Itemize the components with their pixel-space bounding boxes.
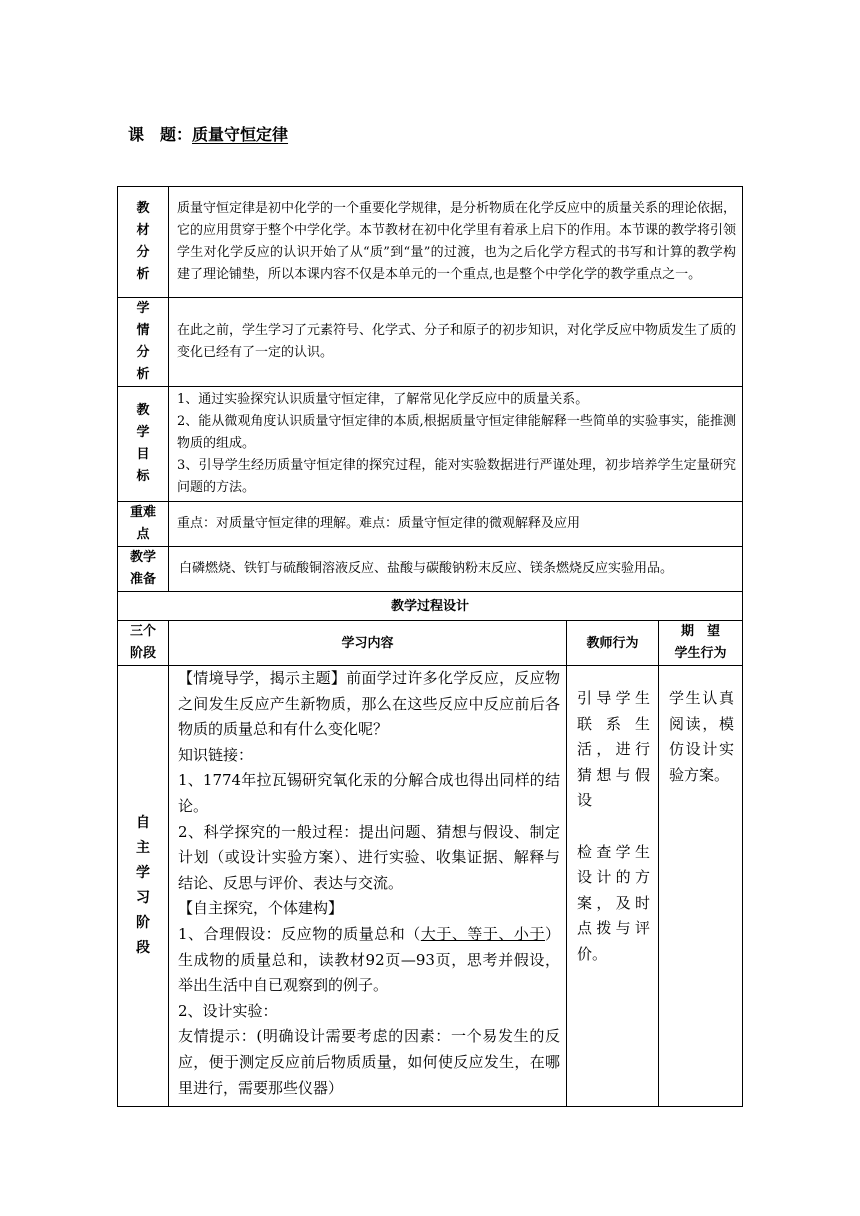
label-stage-self-study: 自 主 学 习 阶 段 [118,666,169,1107]
title-topic: 质量守恒定律 [192,125,289,144]
stage-self-study-teacher [567,666,659,1107]
row-stage-self-study [118,666,743,1107]
teaching-prep-text: 白磷燃烧、铁钉与硫酸铜溶液反应、盐酸与碳酸钠粉末反应、镁条燃烧反应实验用品。 [169,547,743,592]
key-points-text: 重点：对质量守恒定律的理解。难点：质量守恒定律的微观解释及应用 [169,502,743,547]
title-label: 课 题： [128,125,193,144]
row-key-points [118,502,743,547]
row-material-analysis [118,187,743,298]
underlined-options: 大于、等于、小于 [420,924,545,943]
material-analysis-text: 质量守恒定律是初中化学的一个重要化学规律，是分析物质在化学反应中的质量关系的理论依据，它的应用贯穿于整个中学化学。本节教材在初中化学里有着承上启下的作用。本节课的教学将引领学生对化学反应的认识开始了从“质”到“量”的过渡，也为之后化学方程式的书写和计算的教学构建了理论铺垫，所以本课内容不仅是本单元的一个重点,也是整个中学化学的教学重点之一。 [169,187,743,298]
goal-item: 3、引导学生经历质量守恒定律的探究过程，能对实验数据进行严谨处理，初步培养学生定量研究问题的方法。 [177,458,737,495]
student-analysis-text: 在此之前，学生学习了元素符号、化学式、分子和原子的初步知识，对化学反应中物质发生了质的变化已经有了一定的认识。 [169,298,743,387]
goal-item: 1、通过实验探究认识质量守恒定律，了解常见化学反应中的质量关系。 [177,392,589,407]
stage-self-study-content: 【情境导学，揭示主题】前面学过许多化学反应，反应物之间发生反应产生新物质，那么在这些反应中反应前后各物质的质量总和有什么变化呢？ 知识链接： 1、1774年拉瓦锡研究氧化汞的分解合成也得出同样的结论。 2、科学探究的一般过程：提出问题、猜想与假设、制定计划（或设计实验方案）、进行实验、收集证据、解释与结论、反思与评价、表达与交流。 【自主探究，个体建构】 1、合理假设：反应物的质量总和（大于、等于、小于）生成物的质量总和，读教材92页—93页，思考并假设，举出生活中自已观察到的例子。 2、设计实验： 友情提示：(明确设计需要考虑的因素：一个易发生的反应，便于测定反应前后物质质量，如何使反应发生，在哪里进行，需要那些仪器） [169,666,567,1107]
row-student-analysis [118,298,743,387]
teaching-goals-text [169,387,743,502]
label-material-analysis: 教 材 分 析 [118,187,169,298]
teacher-action: 检查学生设计的方案，及时点拨与评价。 [577,842,650,963]
row-teaching-prep [118,547,743,592]
student-action: 学生认真阅读，模仿设计实验方案。 [669,689,735,784]
process-heading: 教学过程设计 [118,592,743,621]
teacher-action: 引导学生联系生活，进行猜想与假设 [577,689,650,810]
header-content: 学习内容 [169,621,567,666]
page-title [128,122,318,145]
header-teacher: 教师行为 [567,621,659,666]
label-student-analysis: 学 情 分 析 [118,298,169,387]
stage-self-study-student [659,666,743,1107]
label-teaching-prep: 教学 准备 [118,547,169,592]
row-process-headers [118,621,743,666]
row-teaching-goals [118,387,743,502]
header-stage: 三个 阶段 [118,621,169,666]
label-teaching-goals: 教 学 目 标 [118,387,169,502]
label-key-points: 重难 点 [118,502,169,547]
row-process-heading [118,592,743,621]
lesson-plan-table [117,186,743,1107]
goal-item: 2、能从微观角度认识质量守恒定律的本质,根据质量守恒定律能解释一些简单的实验事实，能推测物质的组成。 [177,414,737,451]
header-student: 期 望 学生行为 [659,621,743,666]
